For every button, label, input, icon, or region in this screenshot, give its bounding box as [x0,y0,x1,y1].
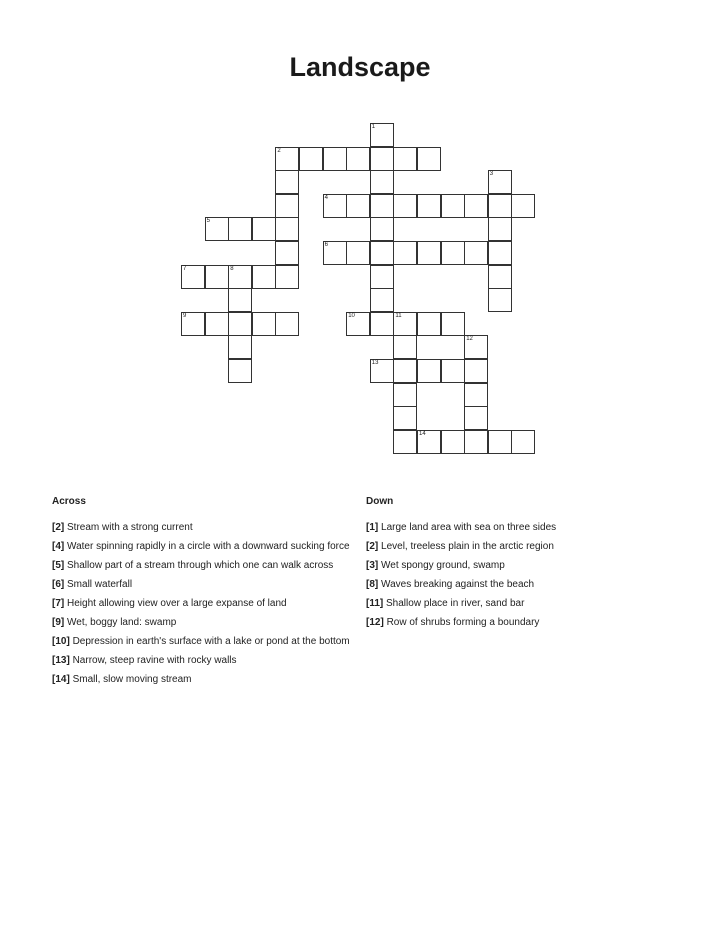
grid-cell[interactable] [393,430,417,454]
across-clue [52,522,352,533]
grid-cell[interactable] [464,406,488,430]
grid-cell[interactable] [393,147,417,171]
grid-cell[interactable] [346,312,370,336]
clue-text: Level, treeless plain in the arctic region [381,541,554,552]
grid-cell[interactable] [417,147,441,171]
clue-number: [5] [52,560,65,571]
down-clue [366,522,666,533]
grid-cell[interactable] [393,335,417,359]
grid-cell[interactable] [323,241,347,265]
clue-number: [6] [52,579,65,590]
grid-cell[interactable] [228,335,252,359]
grid-cell[interactable] [511,194,535,218]
across-clue [52,636,352,647]
grid-cell[interactable] [252,217,276,241]
cell-number: 9 [183,312,187,319]
grid-cell[interactable] [205,265,229,289]
grid-cell[interactable] [441,194,465,218]
across-heading: Across [52,496,86,507]
across-clue [52,541,352,552]
clue-text: Waves breaking against the beach [381,579,535,590]
clue-text: Shallow place in river, sand bar [386,598,525,609]
cell-number: 5 [206,218,210,225]
clue-text: Narrow, steep ravine with rocky walls [72,655,237,666]
cell-number: 7 [183,265,187,272]
grid-cell[interactable] [393,312,417,336]
grid-cell[interactable] [228,359,252,383]
clue-text: Wet spongy ground, swamp [381,560,505,571]
clue-number: [11] [366,598,384,609]
grid-cell[interactable] [205,312,229,336]
clue-text: Stream with a strong current [67,522,193,533]
grid-cell[interactable] [464,194,488,218]
across-clue [52,674,352,685]
down-clue [366,541,666,552]
cell-number: 11 [395,312,402,319]
down-clue [366,617,666,628]
clue-text: Small, slow moving stream [72,674,192,685]
cell-number: 6 [324,242,328,248]
grid-cell[interactable] [417,359,441,383]
clue-text: Height allowing view over a large expanse of land [67,598,287,609]
grid-cell[interactable] [299,147,323,171]
grid-cell[interactable] [441,359,465,383]
clue-text: Small waterfall [67,579,133,590]
grid-cell[interactable] [370,265,394,289]
grid-cell[interactable] [464,335,488,359]
grid-cell[interactable] [393,359,417,383]
grid-cell[interactable] [441,241,465,265]
grid-cell[interactable] [228,217,252,241]
grid-cell[interactable] [181,265,205,289]
cell-number: 1 [371,124,376,130]
grid-cell[interactable] [441,312,465,336]
clue-number: [10] [52,636,70,647]
grid-cell[interactable] [488,430,512,454]
grid-cell[interactable] [417,194,441,218]
cell-number: 4 [324,194,328,201]
grid-cell[interactable] [393,383,417,407]
grid-cell[interactable] [488,194,512,218]
clue-number: [12] [366,617,384,628]
clue-number: [2] [52,522,65,533]
cell-number: 12 [466,336,473,343]
grid-cell[interactable] [464,359,488,383]
across-clue [52,655,352,666]
clue-number: [7] [52,598,65,609]
clue-text: Wet, boggy land: swamp [67,617,177,628]
grid-cell[interactable] [275,170,299,194]
grid-cell[interactable] [464,383,488,407]
cell-number: 2 [277,147,281,154]
clue-text: Depression in earth's surface with a lake or pond at the bottom [72,636,350,647]
grid-cell[interactable] [370,170,394,194]
clue-number: [14] [52,674,70,685]
grid-cell[interactable] [252,265,276,289]
down-heading: Down [366,496,394,507]
grid-cell[interactable] [488,170,512,194]
down-clues [366,496,666,636]
clue-number: [3] [366,560,379,571]
grid-cell[interactable] [393,406,417,430]
grid-cell[interactable] [275,217,299,241]
grid-cell[interactable] [205,217,229,241]
grid-cell[interactable] [275,312,299,336]
grid-cell[interactable] [370,147,394,171]
clue-number: [8] [366,579,379,590]
clue-text: Water spinning rapidly in a circle with a downward sucking force [67,541,350,552]
cell-number: 13 [371,360,379,366]
clue-number: [4] [52,541,65,552]
grid-cell[interactable] [228,288,252,312]
cell-number: 8 [230,265,234,272]
cell-number: 3 [489,171,494,178]
clue-number: [9] [52,617,65,628]
grid-cell[interactable] [228,312,252,336]
grid-cell[interactable] [441,430,465,454]
grid-cell[interactable] [346,147,370,171]
clue-number: [2] [366,541,379,552]
grid-cell[interactable] [370,288,394,312]
grid-cell[interactable] [275,147,299,171]
across-clue [52,617,352,628]
clue-number: [13] [52,655,70,666]
grid-cell[interactable] [181,312,205,336]
grid-cell[interactable] [488,241,512,265]
clue-text: Row of shrubs forming a boundary [386,617,540,628]
across-clue [52,598,352,609]
down-clue [366,579,666,590]
grid-cell[interactable] [370,217,394,241]
grid-cell[interactable] [370,359,394,383]
grid-cell[interactable] [488,265,512,289]
across-clues [52,496,352,693]
grid-cell[interactable] [488,217,512,241]
grid-cell[interactable] [370,312,394,336]
grid-cell[interactable] [346,194,370,218]
grid-cell[interactable] [275,241,299,265]
grid-cell[interactable] [417,312,441,336]
grid-cell[interactable] [417,241,441,265]
grid-cell[interactable] [346,241,370,265]
grid-cell[interactable] [417,430,441,454]
grid-cell[interactable] [275,265,299,289]
grid-cell[interactable] [464,430,488,454]
clue-number: [1] [366,522,379,533]
grid-cell[interactable] [323,147,347,171]
across-clue [52,579,352,590]
grid-cell[interactable] [252,312,276,336]
grid-cell[interactable] [228,265,252,289]
clue-text: Large land area with sea on three sides [381,522,557,533]
grid-cell[interactable] [323,194,347,218]
grid-cell[interactable] [393,241,417,265]
grid-cell[interactable] [370,241,394,265]
across-clue [52,560,352,571]
grid-cell[interactable] [370,123,394,147]
grid-cell[interactable] [464,241,488,265]
page-title: Landscape [289,52,431,82]
down-clue [366,598,666,609]
clue-text: Shallow part of a stream through which one can walk across [67,560,334,571]
grid-cell[interactable] [370,194,394,218]
grid-cell[interactable] [511,430,535,454]
down-clue [366,560,666,571]
grid-cell[interactable] [393,194,417,218]
grid-cell[interactable] [275,194,299,218]
grid-cell[interactable] [488,288,512,312]
cell-number: 10 [348,312,355,319]
cell-number: 14 [419,430,426,437]
